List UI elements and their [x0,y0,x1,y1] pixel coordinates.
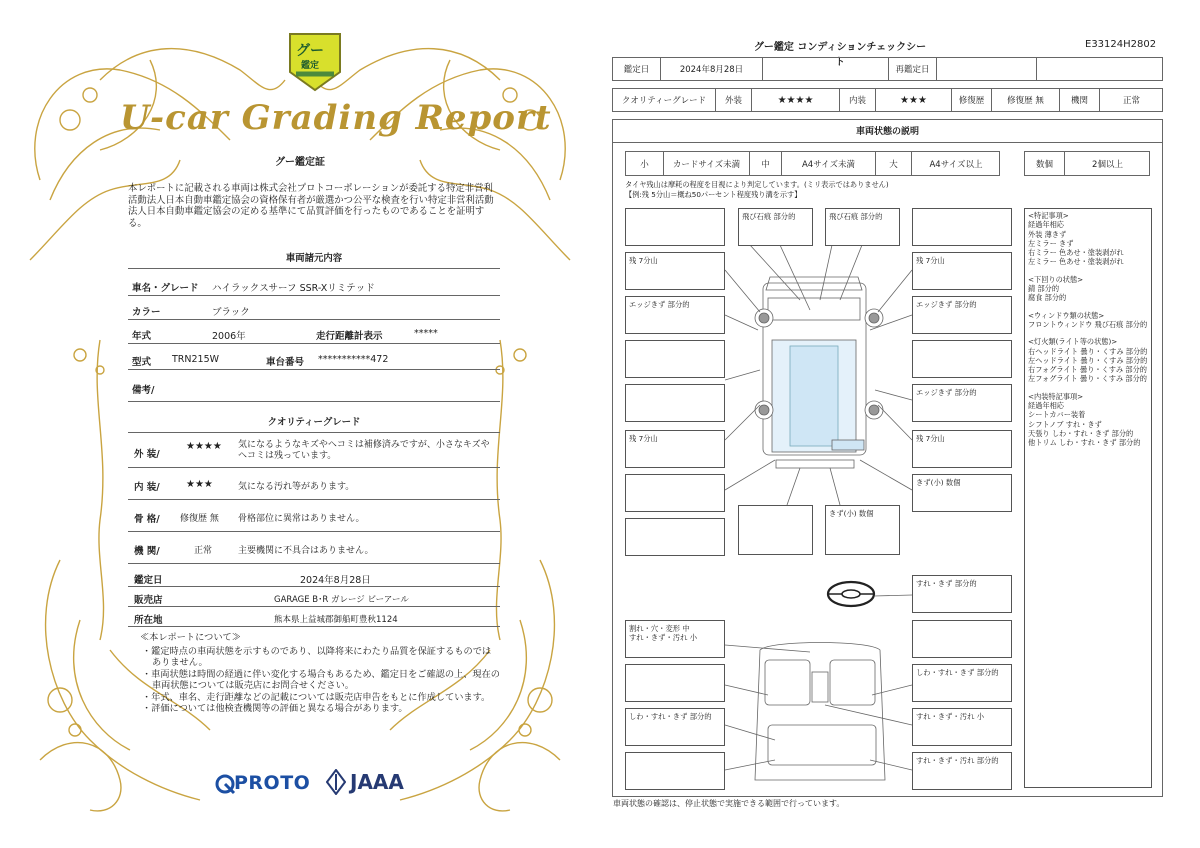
tire-box-front-left: 残 7分山 [625,252,725,290]
divider [128,268,500,269]
spec-row-year [128,320,500,344]
notes-line: 外装 薄きず [1028,229,1067,239]
damage-box [625,340,725,378]
mileage-value: ***** [414,328,438,339]
address-label: 所在地 [134,615,163,626]
certificate-body: 本レポートに記載される車両は株式会社プロトコーポレーションが委託する特定非営利活動法人日本自動車鑑定協会の資格保有者が厳選かつ公平な検査を行い特定非営利活動法人日本自動車鑑定協会の定める基準にて品質評価を行ったものであることを証明する。 [128,183,494,229]
color-label: カラー [132,307,161,318]
notes-group-title: <下回りの状態> [1028,274,1084,284]
interior-box [625,664,725,702]
date-blank [763,58,889,80]
engine-label: 機関 [1060,89,1100,111]
divider [128,432,500,433]
notes-group-title: <特記事項> [1028,211,1069,220]
interior-box-rear: すれ・きず・汚れ 部分的 [912,752,1012,790]
notes-line: 他トリム しわ・すれ・きず 部分的 [1028,438,1141,448]
jaaa-logo-icon [326,769,346,795]
condition-check-sheet [600,0,1200,848]
quality-title: クオリティーグレード [267,417,361,428]
exterior-desc: 気になるようなキズやヘコミは補修済みですが、小さなキズやヘコミは残っています。 [238,440,490,461]
badge-text-bottom: 鑑定 [301,61,320,71]
interior-box-seat-left: しわ・すれ・きず 部分的 [625,708,725,746]
tire-box-rear-left: 残 7分山 [625,430,725,468]
notes-group [1028,311,1148,330]
color-value: ブラック [212,307,250,318]
engine-desc: 主要機関に不具合はありません。 [238,546,374,556]
notes-line: 左ヘッドライト 曇り・くすみ 部分的 [1028,355,1148,365]
report-notes [140,632,500,715]
grade-row-frame [128,500,500,532]
notes-group-title: <ウィンドウ類の状態> [1028,310,1105,320]
damage-box [625,474,725,512]
size-large-label: 大 [876,152,912,175]
notes-line: 錆 部分的 [1028,284,1060,294]
remarks-label: 備考/ [132,385,155,396]
tire-box-rear-right: 残 7分山 [912,430,1012,468]
repair-value: 修復歴 無 [992,89,1060,111]
size-mid-label: 中 [750,152,782,175]
condition-title: 車両状態の説明 [612,119,1163,143]
interior-desc: 気になる汚れ等があります。 [238,482,355,492]
redate-label: 再鑑定日 [889,58,937,80]
notes-line: 右ミラー 色あせ・塗装剥がれ [1028,248,1124,258]
notes-line: 左フォグライト 曇り・くすみ 部分的 [1028,374,1147,384]
engine-value: 正常 [194,546,213,556]
notes-line: 右フォグライト 曇り・くすみ 部分的 [1028,365,1147,375]
grade-row-interior [128,468,500,500]
proto-logo: PROTO [234,772,311,794]
interior-box-seat-right: しわ・すれ・きず 部分的 [912,664,1012,702]
dealer-label: 販売店 [134,595,163,606]
interior-box-steering: すれ・きず 部分的 [912,575,1012,613]
notes-group [1028,337,1148,383]
date-value: 2024年8月28日 [300,575,371,586]
damage-box: きず(小) 数個 [825,505,900,555]
note-item: ・年式、車名、走行距離などの記載については販売店申告をもとに作成しています。 [142,691,491,703]
date-row [612,57,1163,81]
chassis-value: ***********472 [318,354,389,365]
spec-row-model [128,346,500,370]
year-label: 年式 [132,331,152,342]
notes-line: シフトノブ すれ・きず [1028,419,1102,429]
damage-box: 飛び石痕 部分的 [825,208,900,246]
frame-value: 修復歴 無 [180,514,219,524]
notes-line: フロントウィンドウ 飛び石痕 部分的 [1028,319,1148,329]
special-notes-panel [1024,208,1152,788]
sheet-footer: 車両状態の確認は、停止状態で実施できる範囲で行っています。 [613,799,845,808]
badge-text-top: グー [296,43,324,59]
damage-box: きず(小) 数個 [912,474,1012,512]
exterior-stars: ★★★★ [752,89,840,111]
note-item: ・車両状態は時間の経過に伴い変化する場合もあるため、鑑定日をご確認の上、現在の車両状態については販売店にお問合せください。 [142,668,500,691]
note-item: ・鑑定時点の車両状態を示すものであり、以降将来にわたり品質を保証するものではありません。 [142,645,492,668]
notes-group [1028,211,1148,267]
interior-box [912,620,1012,658]
notes-group-title: <内装特記事項> [1028,391,1084,401]
model-value: TRN215W [172,354,220,365]
sheet-number: E33124H2802 [1085,39,1157,50]
grade-row [612,88,1163,112]
exterior-stars: ★★★★ [186,441,222,452]
name-value: ハイラックスサーフ SSR-Xリミテッド [212,283,375,294]
size-large-desc: A4サイズ以上 [929,159,983,170]
notes-line: 天張り しわ・すれ・きず 部分的 [1028,428,1134,438]
damage-box [912,208,1012,246]
interior-box-dash: 割れ・穴・変形 中 すれ・きず・汚れ 小 [625,620,725,658]
size-legend [625,151,1000,176]
exterior-label: 外装 [716,89,752,111]
spec-row-date [128,566,500,587]
notes-line: 右ヘッドライト 曇り・くすみ 部分的 [1028,346,1148,356]
damage-box [625,208,725,246]
size-small-desc: カードサイズ未満 [664,152,750,175]
proto-logo-icon [214,773,236,795]
dealer-value: GARAGE B･R ガレージ ビーアール [274,595,409,605]
notes-group-title: <灯火類(ライト等の状態)> [1028,337,1118,347]
grade-row-exterior [128,434,500,468]
spec-row-remarks [128,372,500,402]
quality-label: クオリティーグレード [613,89,716,111]
damage-box [625,384,725,422]
jaaa-logo: JAAA [350,770,404,794]
interior-label: 内 装/ [134,482,160,493]
notes-line: 左ミラー きず [1028,238,1074,248]
address-value: 熊本県上益城郡御船町豊秋1124 [274,615,398,625]
chassis-label: 車台番号 [266,357,305,368]
grade-row-engine [128,532,500,564]
notes-title: ≪本レポートについて≫ [140,632,241,643]
mileage-label: 走行距離計表示 [316,331,383,342]
count-legend [1024,151,1150,176]
notes-line: 経過年相応 [1028,401,1064,411]
spec-row-dealer [128,587,500,607]
notes-line: 左ミラー 色あせ・塗装剥がれ [1028,257,1124,267]
count-label: 数個 [1025,152,1065,175]
interior-stars: ★★★ [876,89,952,111]
engine-label: 機 関/ [134,546,160,557]
spec-row-color [128,296,500,320]
tire-note-1: タイヤ残山は摩耗の程度を目視により判定しています。(ミリ表示ではありません) [625,180,889,189]
date-label: 鑑定日 [134,575,163,586]
frame-desc: 骨格部位に異常はありません。 [238,514,365,524]
date-value: 2024年8月28日 [661,58,763,80]
size-small-label: 小 [626,152,664,175]
interior-stars: ★★★ [186,479,213,490]
damage-box: エッジきず 部分的 [625,296,725,334]
notes-line: シートカバー装着 [1028,410,1086,420]
frame-label: 骨 格/ [134,514,160,525]
repair-label: 修復歴 [952,89,992,111]
exterior-label: 外 装/ [134,449,160,460]
certificate-title: グー鑑定証 [275,157,325,168]
notes-line: 経過年相応 [1028,220,1064,230]
damage-box: 飛び石痕 部分的 [738,208,813,246]
size-mid-desc: A4サイズ未満 [782,152,876,175]
damage-box [738,505,813,555]
tire-note-2: 【例:残 5分山＝概ね50パーセント程度残り溝を示す】 [625,190,802,199]
count-desc: 2個以上 [1092,159,1123,170]
name-label: 車名・グレード [132,283,199,294]
sheet-title: グー鑑定 コンディションチェックシート [753,42,927,68]
year-value: 2006年 [212,331,246,342]
damage-box: エッジきず 部分的 [912,384,1012,422]
spec-row-name [128,272,500,296]
notes-line: 腐食 部分的 [1028,293,1067,303]
spec-row-address [128,607,500,627]
engine-value: 正常 [1122,96,1140,106]
report-script-title: U-car Grading Report [120,98,552,138]
notes-group [1028,392,1148,448]
interior-box [625,752,725,790]
model-label: 型式 [132,357,152,368]
interior-box-shift: すれ・きず・汚れ 小 [912,708,1012,746]
damage-box [912,340,1012,378]
date-label: 鑑定日 [613,58,661,80]
interior-label: 内装 [840,89,876,111]
tire-box-front-right: 残 7分山 [912,252,1012,290]
redate-blank [1037,58,1163,80]
damage-box: エッジきず 部分的 [912,296,1012,334]
note-item: ・評価については他検査機関等の評価と異なる場合があります。 [142,703,408,714]
specs-title: 車両諸元内容 [285,253,343,264]
redate-value [937,58,1037,80]
damage-box [625,518,725,556]
notes-group [1028,275,1148,303]
